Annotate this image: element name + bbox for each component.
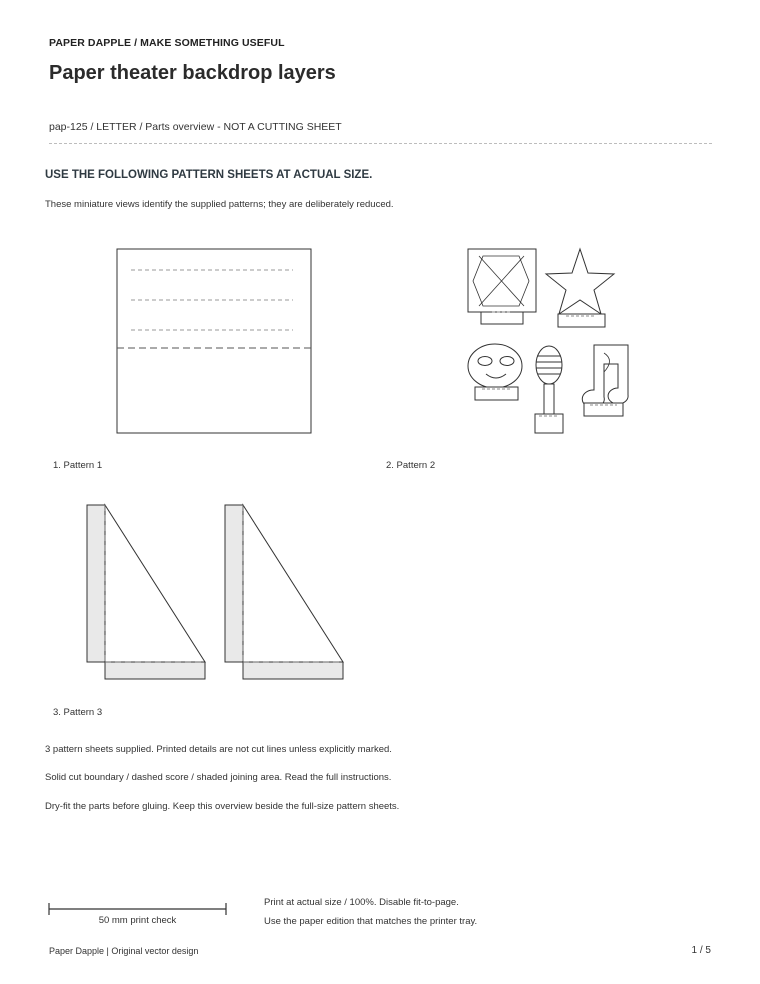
note-sheets: 3 pattern sheets supplied. Printed details are not cut lines unless explicitly marked. <box>45 744 392 755</box>
scale-bar <box>49 903 226 915</box>
section-heading: USE THE FOLLOWING PATTERN SHEETS AT ACTUAL SIZE. <box>45 169 373 181</box>
piece-maraca <box>535 346 563 433</box>
support-right <box>225 505 343 679</box>
pattern-1-sheet <box>117 249 311 433</box>
page-number: 1 / 5 <box>691 945 711 956</box>
print-instruction: Print at actual size / 100%. Disable fit-to-page. <box>264 897 459 908</box>
pattern-1-caption: 1. Pattern 1 <box>53 460 103 471</box>
page-title: Paper theater backdrop layers <box>49 62 336 84</box>
pattern-2-pieces <box>468 249 628 433</box>
pattern-2-caption: 2. Pattern 2 <box>386 460 436 471</box>
pattern-3-caption: 3. Pattern 3 <box>53 707 103 718</box>
footer-credit: Paper Dapple | Original vector design <box>49 946 199 956</box>
support-left <box>87 505 205 679</box>
note-dry-fit: Dry-fit the parts before gluing. Keep this overview beside the full-size pattern sheets. <box>45 801 400 812</box>
paper-instruction: Use the paper edition that matches the printer tray. <box>264 916 478 927</box>
piece-music-note <box>582 345 628 416</box>
pattern-3-supports <box>87 505 343 679</box>
document-meta: pap-125 / LETTER / Parts overview - NOT A CUTTING SHEET <box>49 121 342 133</box>
piece-face <box>468 344 522 400</box>
brand-breadcrumb: PAPER DAPPLE / MAKE SOMETHING USEFUL <box>49 37 285 49</box>
scale-bar-label: 50 mm print check <box>98 915 177 926</box>
piece-star <box>546 249 614 327</box>
piece-frame <box>468 249 536 324</box>
section-intro: These miniature views identify the supplied patterns; they are deliberately reduced. <box>45 199 394 210</box>
note-legend: Solid cut boundary / dashed score / shaded joining area. Read the full instructions. <box>45 772 392 783</box>
